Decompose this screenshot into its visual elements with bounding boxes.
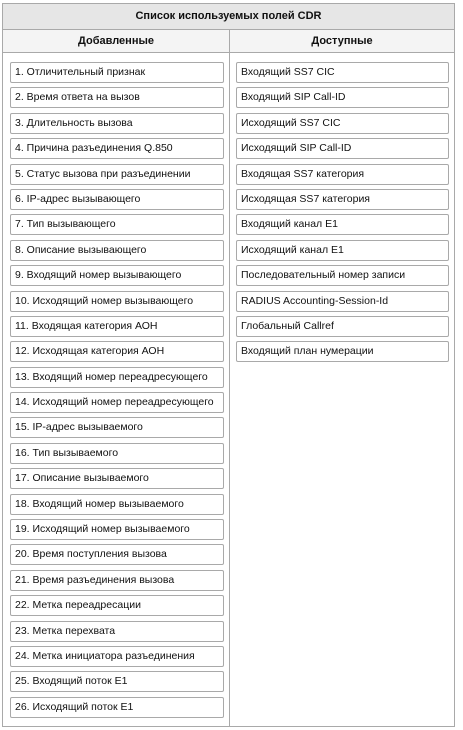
added-field-item[interactable]: 4. Причина разъединения Q.850 (10, 138, 224, 159)
added-field-item[interactable]: 11. Входящая категория АОН (10, 316, 224, 337)
available-field-item[interactable]: Исходящий SIP Call-ID (236, 138, 449, 159)
added-field-item[interactable]: 26. Исходящий поток E1 (10, 697, 224, 718)
added-field-item[interactable]: 8. Описание вызывающего (10, 240, 224, 261)
added-field-item[interactable]: 24. Метка инициатора разъединения (10, 646, 224, 667)
added-field-item[interactable]: 16. Тип вызываемого (10, 443, 224, 464)
available-field-item[interactable]: Входящий SIP Call-ID (236, 87, 449, 108)
added-field-item[interactable]: 13. Входящий номер переадресующего (10, 367, 224, 388)
added-field-item[interactable]: 22. Метка переадресации (10, 595, 224, 616)
available-field-item[interactable]: Входящий канал E1 (236, 214, 449, 235)
available-field-item[interactable]: Исходящий SS7 CIC (236, 113, 449, 134)
available-field-item[interactable]: Исходящий канал E1 (236, 240, 449, 261)
added-field-item[interactable]: 19. Исходящий номер вызываемого (10, 519, 224, 540)
added-field-item[interactable]: 21. Время разъединения вызова (10, 570, 224, 591)
added-field-item[interactable]: 6. IP-адрес вызывающего (10, 189, 224, 210)
added-field-item[interactable]: 5. Статус вызова при разъединении (10, 164, 224, 185)
added-field-item[interactable]: 3. Длительность вызова (10, 113, 224, 134)
panel-title: Список используемых полей CDR (3, 4, 454, 30)
cdr-fields-panel (2, 3, 455, 727)
added-field-item[interactable]: 1. Отличительный признак (10, 62, 224, 83)
added-column-header: Добавленные (3, 30, 230, 52)
added-field-item[interactable]: 2. Время ответа на вызов (10, 87, 224, 108)
added-field-item[interactable]: 10. Исходящий номер вызывающего (10, 291, 224, 312)
available-field-item[interactable]: RADIUS Accounting-Session-Id (236, 291, 449, 312)
field-columns (3, 53, 454, 727)
available-field-item[interactable]: Входящий SS7 CIC (236, 62, 449, 83)
column-headers (3, 30, 454, 53)
available-fields-list (230, 53, 454, 727)
available-field-item[interactable]: Входящая SS7 категория (236, 164, 449, 185)
available-field-item[interactable]: Исходящая SS7 категория (236, 189, 449, 210)
available-field-item[interactable]: Последовательный номер записи (236, 265, 449, 286)
added-field-item[interactable]: 23. Метка перехвата (10, 621, 224, 642)
added-field-item[interactable]: 17. Описание вызываемого (10, 468, 224, 489)
added-field-item[interactable]: 25. Входящий поток E1 (10, 671, 224, 692)
added-field-item[interactable]: 14. Исходящий номер переадресующего (10, 392, 224, 413)
added-field-item[interactable]: 12. Исходящая категория АОН (10, 341, 224, 362)
available-field-item[interactable]: Глобальный Callref (236, 316, 449, 337)
added-field-item[interactable]: 20. Время поступления вызова (10, 544, 224, 565)
available-field-item[interactable]: Входящий план нумерации (236, 341, 449, 362)
available-column-header: Доступные (311, 35, 373, 47)
added-field-item[interactable]: 18. Входящий номер вызываемого (10, 494, 224, 515)
added-field-item[interactable]: 15. IP-адрес вызываемого (10, 417, 224, 438)
added-field-item[interactable]: 9. Входящий номер вызывающего (10, 265, 224, 286)
added-fields-list (3, 53, 230, 727)
added-field-item[interactable]: 7. Тип вызывающего (10, 214, 224, 235)
